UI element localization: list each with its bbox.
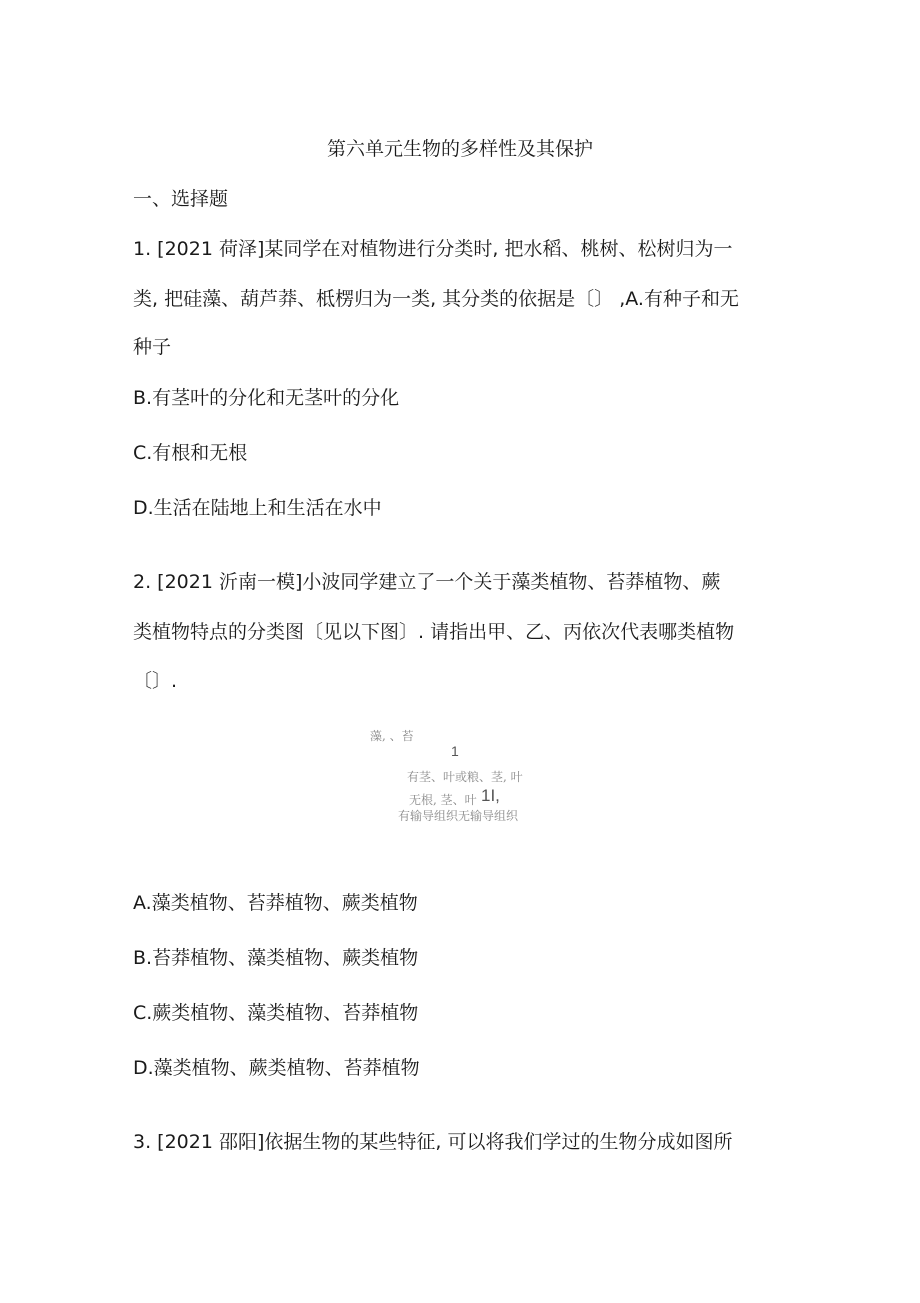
diagram-label-marker: 1I, [481,786,500,805]
q1-option-b: B.有茎叶的分化和无茎叶的分化 [133,387,400,409]
q2-option-b: B.苔莽植物、藻类植物、蕨类植物 [133,947,419,969]
q2-stem-line-3: 〔〕. [133,670,178,692]
q3-stem-line-1: 3. [2021 邵阳]依据生物的某些特征, 可以将我们学过的生物分成如图所 [133,1131,733,1153]
q2-stem-line-2: 类植物特点的分类图〔见以下图〕. 请指出甲、乙、丙依次代表哪类植物 [133,621,735,643]
diagram-label-root: 藻, 、苔 [370,729,414,743]
q2-option-a: A.藻类植物、苔莽植物、蕨类植物 [133,892,418,914]
section-heading: 一、选择题 [133,188,229,210]
diagram-label-no-root: 无根, 茎、叶 [409,793,477,807]
diagram-label-branch: 1 [451,743,459,759]
diagram-label-vascular: 有输导组织无输导组织 [398,809,519,823]
q2-stem-line-1: 2. [2021 沂南一模]小波同学建立了一个关于藻类植物、苔莽植物、蕨 [133,571,721,593]
q1-stem-line-2: 类, 把硅藻、葫芦莽、柢楞归为一类, 其分类的依据是〔〕 ,A.有种子和无 [133,288,739,310]
q1-option-c: C.有根和无根 [133,442,248,464]
q2-option-c: C.蕨类植物、藻类植物、苔莽植物 [133,1002,419,1024]
q2-option-d: D.藻类植物、蕨类植物、苔莽植物 [133,1057,420,1079]
q1-stem-line-1: 1. [2021 荷泽]某同学在对植物进行分类时, 把水稻、桃树、松树归为一 [133,238,733,260]
q1-stem-line-3: 种子 [133,336,172,358]
page-title: 第六单元生物的多样性及其保护 [326,138,593,160]
diagram-label-stem-leaf: 有茎、叶或粮、茎, 叶 [407,770,523,784]
q1-option-d: D.生活在陆地上和生活在水中 [133,497,382,519]
